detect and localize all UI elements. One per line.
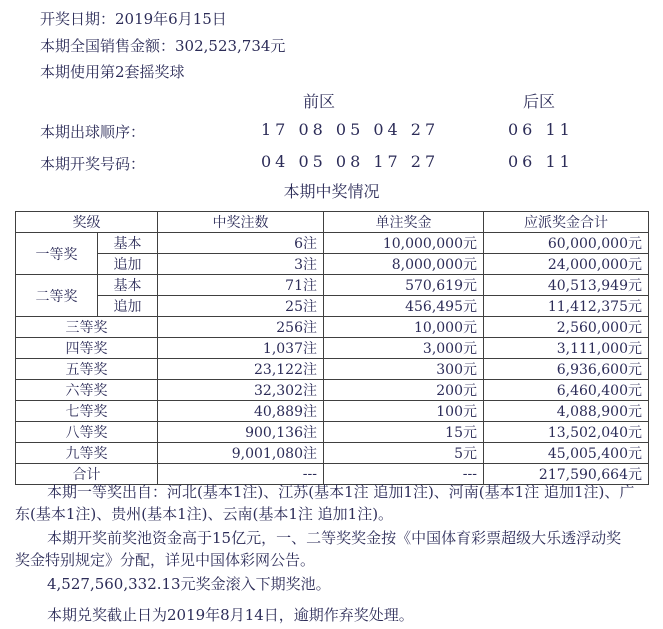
note-rollover: 4,527,560,332.13元奖金滚入下期奖池。 — [47, 575, 331, 593]
total-cell: 24,000,000元 — [484, 254, 649, 275]
prize-table-wrapper — [15, 211, 649, 485]
draw-order-label: 本期出球顺序： — [40, 123, 146, 141]
count-cell: 900,136注 — [158, 422, 324, 443]
count-cell: 256注 — [158, 317, 324, 338]
total-cell: 11,412,375元 — [484, 296, 649, 317]
draw-date-line: 开奖日期：2019年6月15日 — [40, 10, 227, 28]
front-zone-label: 前区 — [303, 92, 336, 111]
prize-level-cell: 五等奖 — [16, 359, 158, 380]
footnotes — [15, 481, 635, 626]
total-cell: 13,502,040元 — [484, 422, 649, 443]
prize-level-cell: 七等奖 — [16, 401, 158, 422]
count-cell: 23,122注 — [158, 359, 324, 380]
third-prize-row — [16, 317, 649, 338]
total-cell: 3,111,000元 — [484, 338, 649, 359]
first-prize-append-row — [16, 254, 649, 275]
eighth-prize-row — [16, 422, 649, 443]
per-bet-cell: 8,000,000元 — [324, 254, 484, 275]
total-cell: 60,000,000元 — [484, 233, 649, 254]
total-cell: 4,088,900元 — [484, 401, 649, 422]
total-cell: 2,560,000元 — [484, 317, 649, 338]
ninth-prize-row — [16, 443, 649, 464]
count-cell: 25注 — [158, 296, 324, 317]
winning-numbers-back: 06 11 — [508, 152, 574, 171]
per-bet-cell: 10,000元 — [324, 317, 484, 338]
sales-amount-line: 本期全国销售金额：302,523,734元 — [40, 37, 286, 55]
total-cell: 40,513,949元 — [484, 275, 649, 296]
winning-numbers-front: 04 05 08 17 27 — [261, 152, 440, 171]
prize-level-cell: 四等奖 — [16, 338, 158, 359]
sub-type-cell: 追加 — [98, 296, 158, 317]
back-zone-label: 后区 — [523, 92, 556, 111]
per-bet-cell: 10,000,000元 — [324, 233, 484, 254]
sixth-prize-row — [16, 380, 649, 401]
note-pool-rule: 本期开奖前奖池资金高于15亿元，一、二等奖奖金按《中国体育彩票超级大乐透浮动奖奖金特别规定》分配，详见中国体彩网公告。 — [15, 529, 622, 569]
seventh-prize-row — [16, 401, 649, 422]
count-cell: 32,302注 — [158, 380, 324, 401]
prize-level-cell: 三等奖 — [16, 317, 158, 338]
per-bet-cell: --- — [324, 464, 484, 485]
sub-type-cell: 追加 — [98, 254, 158, 275]
total-cell: 217,590,664元 — [484, 464, 649, 485]
header-total: 应派奖金合计 — [484, 212, 649, 233]
prize-table-title: 本期中奖情况 — [283, 182, 380, 201]
prize-table — [15, 211, 649, 485]
count-cell: 1,037注 — [158, 338, 324, 359]
count-cell: 6注 — [158, 233, 324, 254]
per-bet-cell: 300元 — [324, 359, 484, 380]
count-cell: 71注 — [158, 275, 324, 296]
per-bet-cell: 100元 — [324, 401, 484, 422]
header-per-bet: 单注奖金 — [324, 212, 484, 233]
draw-order-front-numbers: 17 08 05 04 27 — [261, 120, 440, 139]
prize-level-cell: 合计 — [16, 464, 158, 485]
per-bet-cell: 570,619元 — [324, 275, 484, 296]
total-cell: 45,005,400元 — [484, 443, 649, 464]
header-prize-level: 奖级 — [16, 212, 158, 233]
per-bet-cell: 3,000元 — [324, 338, 484, 359]
sub-type-cell: 基本 — [98, 275, 158, 296]
count-cell: --- — [158, 464, 324, 485]
note-first-prize-origin: 本期一等奖出自：河北(基本1注)、江苏(基本1注 追加1注)、河南(基本1注 追加1注)、广东(基本1注)、贵州(基本1注)、云南(基本1注 追加1注)。 — [15, 483, 635, 523]
prize-level-cell: 二等奖 — [16, 275, 98, 317]
second-prize-append-row — [16, 296, 649, 317]
per-bet-cell: 5元 — [324, 443, 484, 464]
note-redeem-deadline: 本期兑奖截止日为2019年8月14日，逾期作弃奖处理。 — [47, 606, 414, 624]
second-prize-basic-row — [16, 275, 649, 296]
count-cell: 3注 — [158, 254, 324, 275]
ball-set-line: 本期使用第2套摇奖球 — [40, 63, 185, 81]
prize-level-cell: 八等奖 — [16, 422, 158, 443]
header-count: 中奖注数 — [158, 212, 324, 233]
prize-level-cell: 一等奖 — [16, 233, 98, 275]
total-cell: 6,460,400元 — [484, 380, 649, 401]
per-bet-cell: 456,495元 — [324, 296, 484, 317]
per-bet-cell: 15元 — [324, 422, 484, 443]
draw-order-back-numbers: 06 11 — [508, 120, 574, 139]
sub-type-cell: 基本 — [98, 233, 158, 254]
prize-level-cell: 六等奖 — [16, 380, 158, 401]
per-bet-cell: 200元 — [324, 380, 484, 401]
count-cell: 9,001,080注 — [158, 443, 324, 464]
prize-level-cell: 九等奖 — [16, 443, 158, 464]
total-cell: 6,936,600元 — [484, 359, 649, 380]
table-header-row — [16, 212, 649, 233]
count-cell: 40,889注 — [158, 401, 324, 422]
first-prize-basic-row — [16, 233, 649, 254]
fifth-prize-row — [16, 359, 649, 380]
winning-numbers-label: 本期开奖号码： — [40, 155, 146, 173]
fourth-prize-row — [16, 338, 649, 359]
